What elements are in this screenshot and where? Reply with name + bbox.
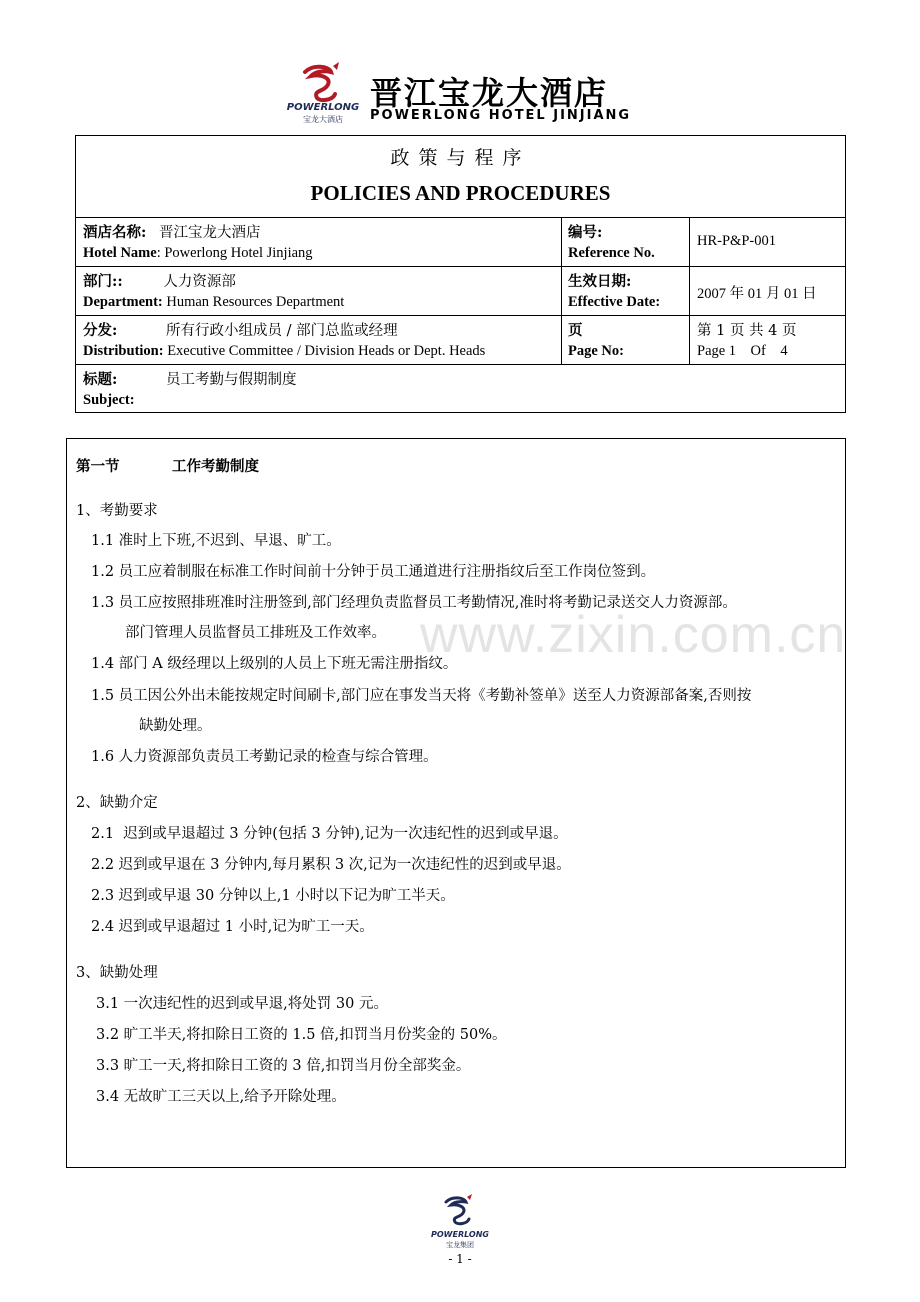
line-1-3a: 1.3 员工应按照排班准时注册签到,部门经理负责监督员工考勤情况,准时将考勤记录送交人力资源部。 bbox=[91, 595, 737, 611]
policy-info-table bbox=[75, 135, 846, 413]
hotel-value-cn: 晋江宝龙大酒店 bbox=[158, 225, 261, 241]
section-number: 第一节 bbox=[76, 458, 120, 475]
ref-value: HR-P&P-001 bbox=[697, 233, 776, 249]
subject-value-cn: 员工考勤与假期制度 bbox=[165, 372, 297, 388]
dist-value-cn: 所有行政小组成员 / 部门总监或经理 bbox=[165, 323, 398, 339]
doc-title-en: POLICIES AND PROCEDURES bbox=[310, 181, 611, 205]
page-value-cn: 第 1 页 共 4 页 bbox=[697, 323, 797, 339]
footer-logo bbox=[430, 1194, 490, 1250]
dept-value-cn: 人力资源部 bbox=[163, 274, 236, 290]
line-1-1: 1.1 准时上下班,不迟到、早退、旷工。 bbox=[91, 533, 341, 549]
line-3-2: 3.2 旷工半天,将扣除日工资的 1.5 倍,扣罚当月份奖金的 50%。 bbox=[96, 1027, 507, 1043]
line-1-5b: 缺勤处理。 bbox=[139, 718, 212, 734]
eff-value: 2007 年 01 月 01 日 bbox=[697, 286, 817, 302]
powerlong-logo bbox=[283, 62, 363, 124]
line-1-3b: 部门管理人员监督员工排班及工作效率。 bbox=[125, 625, 386, 641]
hotel-name-cn: 晋江宝龙大酒店 bbox=[370, 74, 609, 112]
line-3-1: 3.1 一次违纪性的迟到或早退,将处罚 30 元。 bbox=[96, 996, 388, 1012]
footer-cn-text: 宝龙集团 bbox=[446, 1241, 474, 1249]
page-label-en: Page No: bbox=[568, 343, 624, 359]
ref-label-cn: 编号: bbox=[568, 224, 603, 241]
line-2-4: 2.4 迟到或早退超过 1 小时,记为旷工一天。 bbox=[91, 919, 374, 935]
line-1-5a: 1.5 员工因公外出未能按规定时间刷卡,部门应在事发当天将《考勤补签单》送至人力资源部备案,否则按 bbox=[91, 688, 752, 704]
subject-label-en: Subject: bbox=[83, 392, 135, 408]
heading-1: 1、考勤要求 bbox=[76, 503, 158, 519]
ref-label-en: Reference No. bbox=[568, 245, 655, 261]
watermark: www.zixin.com.cn bbox=[420, 606, 847, 664]
dept-value-en: Human Resources Department bbox=[162, 294, 345, 310]
line-1-4: 1.4 部门 A 级经理以上级别的人员上下班无需注册指纹。 bbox=[91, 656, 458, 672]
policy-body bbox=[66, 438, 846, 1168]
page-number: - 1 - bbox=[448, 1252, 472, 1266]
dept-label-cn: 部门:: bbox=[83, 273, 123, 290]
line-3-4: 3.4 无故旷工三天以上,给予开除处理。 bbox=[96, 1089, 346, 1105]
hotel-label-en: Hotel Name bbox=[83, 245, 157, 261]
eff-label-en: Effective Date: bbox=[568, 294, 661, 310]
logo-cn-text: 宝龙大酒店 bbox=[303, 115, 343, 124]
footer-dragon-mark bbox=[446, 1198, 469, 1224]
line-2-3: 2.3 迟到或早退 30 分钟以上,1 小时以下记为旷工半天。 bbox=[91, 888, 455, 904]
dist-label-en: Distribution: bbox=[83, 343, 164, 359]
line-1-2: 1.2 员工应着制服在标准工作时间前十分钟于员工通道进行注册指纹后至工作岗位签到。 bbox=[91, 564, 656, 580]
heading-3: 3、缺勤处理 bbox=[76, 965, 158, 981]
dragon-mark bbox=[305, 67, 335, 100]
dist-value-en: Executive Committee / Division Heads or Dept. Heads bbox=[163, 343, 486, 359]
line-1-6: 1.6 人力资源部负责员工考勤记录的检查与综合管理。 bbox=[91, 749, 438, 765]
logo-brand-text: POWERLONG bbox=[286, 102, 360, 113]
page-label-cn: 页 bbox=[568, 322, 583, 339]
section-title: 工作考勤制度 bbox=[172, 458, 259, 475]
subject-label-cn: 标题: bbox=[83, 371, 118, 388]
eff-label-cn: 生效日期: bbox=[568, 273, 632, 290]
hotel-label-cn: 酒店名称: bbox=[83, 224, 147, 241]
line-2-1: 2.1 迟到或早退超过 3 分钟(包括 3 分钟),记为一次违纪性的迟到或早退。 bbox=[91, 826, 568, 842]
hotel-name-en: POWERLONG HOTEL JINJIANG bbox=[370, 108, 632, 123]
footer-brand-text: POWERLONG bbox=[431, 1230, 489, 1239]
line-3-3: 3.3 旷工一天,将扣除日工资的 3 倍,扣罚当月份全部奖金。 bbox=[96, 1058, 471, 1074]
line-2-2: 2.2 迟到或早退在 3 分钟内,每月累积 3 次,记为一次违纪性的迟到或早退。 bbox=[91, 857, 571, 873]
hotel-value-en: : Powerlong Hotel Jinjiang bbox=[156, 245, 313, 261]
dist-label-cn: 分发: bbox=[83, 322, 118, 339]
page-value-en: Page 1 Of 4 bbox=[697, 343, 788, 359]
heading-2: 2、缺勤介定 bbox=[76, 795, 158, 811]
doc-title-cn: 政策与程序 bbox=[390, 147, 531, 169]
dept-label-en: Department: bbox=[83, 294, 163, 310]
